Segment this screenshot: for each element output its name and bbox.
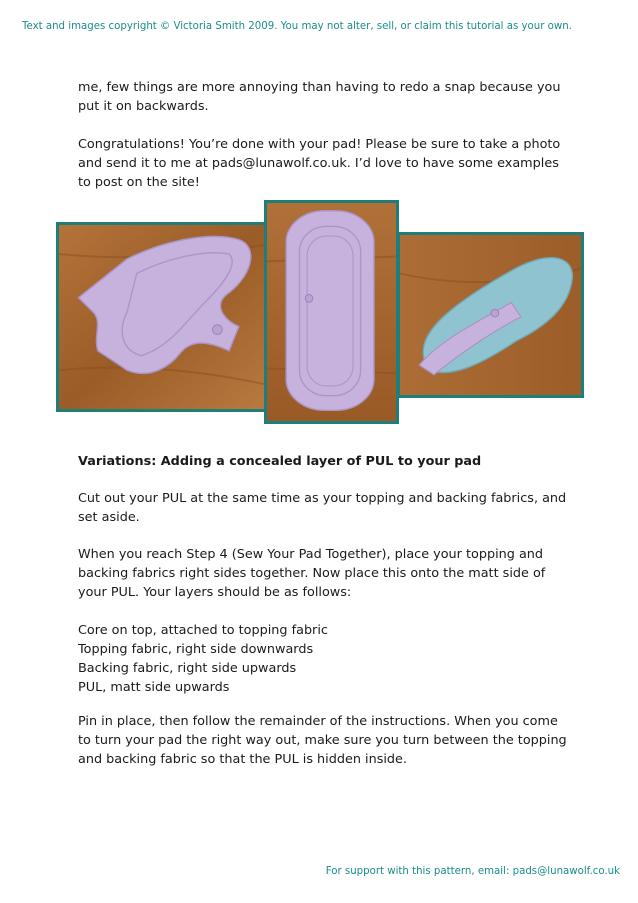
paragraph-cut-pul: Cut out your PUL at the same time as your topping and backing fabrics, and set aside. [78, 491, 567, 525]
photo-folded-pad [264, 200, 399, 424]
paragraph-snap-note: me, few things are more annoying than having to redo a snap because you put it on backwards. [78, 80, 561, 114]
list-item: Backing fabric, right side upwards [78, 661, 297, 676]
paragraph-pin-in-place: Pin in place, then follow the remainder of the instructions. When you come to turn your pad the right way out, make sure you turn between the topping and backing fabric so that the PUL is hidden inside. [78, 714, 567, 767]
section-heading: Variations: Adding a concealed layer of PUL to your pad [78, 454, 482, 469]
photo-pad-backing [397, 232, 584, 398]
photo-winged-pad [56, 222, 270, 412]
copyright-notice: Text and images copyright © Victoria Smith 2009. You may not alter, sell, or claim this tutorial as your own. [22, 21, 572, 32]
support-contact: For support with this pattern, email: pads@lunawolf.co.uk [325, 866, 620, 877]
layer-list [78, 621, 568, 697]
list-item: Core on top, attached to topping fabric [78, 623, 328, 638]
paragraph-step-4: When you reach Step 4 (Sew Your Pad Together), place your topping and backing fabrics right sides together. Now place this onto the matt side of your PUL. Your layers should be as follows: [78, 547, 546, 600]
paragraph-congratulations: Congratulations! You’re done with your pad! Please be sure to take a photo and send it to me at pads@lunawolf.co.uk. I’d love to have some examples to post on the site! [78, 137, 561, 190]
list-item: PUL, matt side upwards [78, 680, 230, 695]
list-item: Topping fabric, right side downwards [78, 642, 314, 657]
